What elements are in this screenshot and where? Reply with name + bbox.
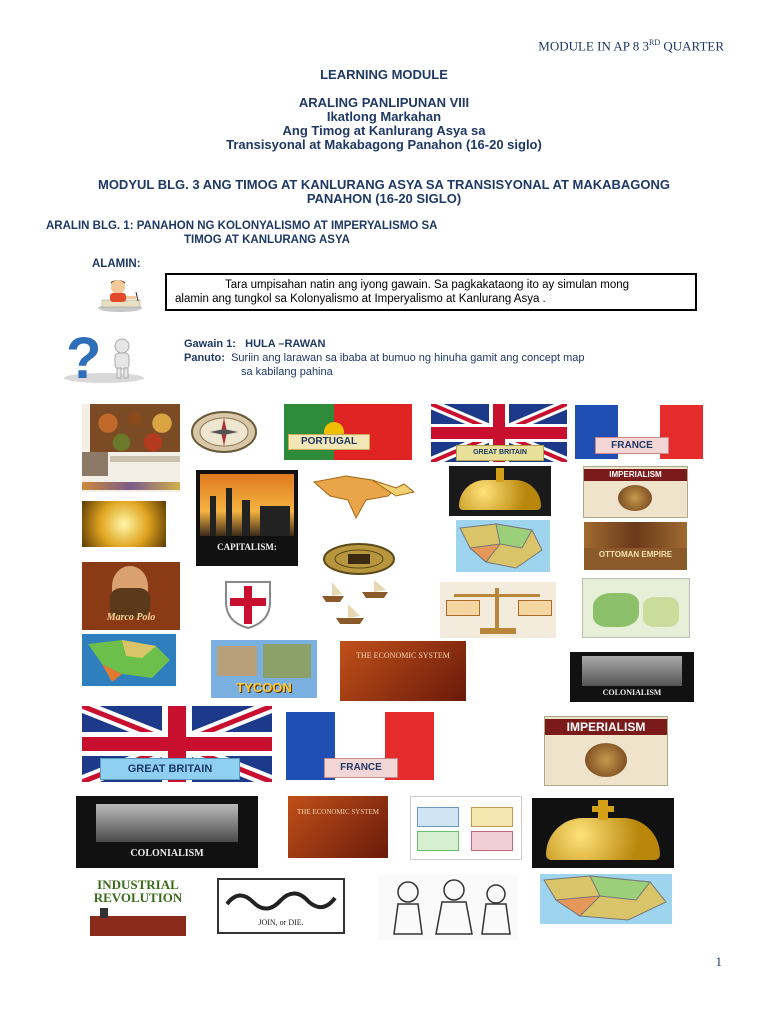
france-large-label: FRANCE [324,758,398,778]
alamin-label: ALAMIN: [92,258,141,270]
political-cartoon-image [378,874,518,940]
crown-large-image [532,798,674,868]
modyul-heading: MODYUL BLG. 3 ANG TIMOG AT KANLURANG ASYA SA TRANSISYONAL AT MAKABAGONG PANAHON (16-20 SIGLO) [97,177,670,206]
portugal-label: PORTUGAL [288,434,370,450]
join-or-die-image [217,878,345,934]
coin-image [322,542,396,576]
snake-icon [219,884,343,918]
portugal-flag-image [284,404,412,460]
capitalism-label: CAPITALISM: [217,542,277,552]
tycoon-label: TYCOON [236,680,292,695]
economic-scale-image [440,582,556,638]
question-mark-icon [58,328,150,384]
svg-text:?: ? [66,328,102,384]
crusader-shield-image [220,578,276,630]
subject-heading: ARALING PANLIPUNAN VIII Ikatlong Markahan Ang Timog at Kanlurang Asya sa Transisyonal at Makabagong Panahon (16-20 siglo) [226,95,542,152]
france-label: FRANCE [595,437,669,454]
compass-image [190,410,258,454]
asia-map-image [82,634,176,686]
ottoman-empire-image [584,522,687,570]
tycoon-game-image [211,640,317,698]
page-header: MODULE IN AP 8 3RD QUARTER [538,38,724,54]
india-map-image [304,470,420,526]
ships-image [316,578,412,626]
economic-system-image [340,641,466,701]
middle-east-map-large-image [540,874,672,924]
economic-system-label: THE ECONOMIC SYSTEM [356,651,450,660]
document-title: LEARNING MODULE [320,67,448,82]
ottoman-label: OTTOMAN EMPIRE [598,550,673,559]
industrial-revolution-label: INDUSTRIAL REVOLUTION [93,878,183,905]
france-flag-image [575,405,703,459]
join-or-die-label: JOIN, or DIE. [258,918,304,927]
great-britain-large-label: GREAT BRITAIN [100,758,240,780]
colonialism-large-label: COLONIALISM [130,848,204,859]
gawain-instructions: Gawain 1: HULA –RAWAN Panuto: Suriin ang larawan sa ibaba at bumuo ng hinuha gamit ang concept map sa kabilang pahina [184,338,585,378]
trade-diagram-image [410,796,522,860]
imperialism-large-image [544,716,668,786]
colonialism-label: COLONIALISM [602,688,662,697]
economic-system-2-image [288,796,388,858]
marco-polo-label: Marco Polo [106,612,156,623]
imperialism-label: IMPERIALISM [584,469,687,481]
page-number: 1 [715,954,722,969]
student-writing-icon [96,278,146,314]
economic-system-2-label: THE ECONOMIC SYSTEM [296,808,380,816]
imperialism-large-label: IMPERIALISM [545,719,667,735]
colonialism-large-image [76,796,258,868]
marco-polo-image [82,562,180,630]
industrial-revolution-image [80,878,196,940]
crown-image [449,466,551,516]
aralin-heading: ARALIN BLG. 1: PANAHON NG KOLONYALISMO AT IMPERYALISMO SA TIMOG AT KANLURANG ASYA [46,220,438,246]
gold-image [82,501,166,547]
middle-east-map-image [456,520,550,572]
france-flag-large-image [286,712,434,780]
intro-box: Tara umpisahan natin ang iyong gawain. Sa pagkakataong ito ay simulan mong alamin ang tungkol sa Kolonyalismo at Imperyalismo at Kanlurang Asya . [165,273,697,311]
capitalism-image [196,470,298,566]
imperialism-image [583,466,688,518]
mercantilism-map-image [582,578,690,638]
colonialism-image [570,652,694,702]
great-britain-label: GREAT BRITAIN [456,445,544,461]
spices-image [82,404,180,492]
